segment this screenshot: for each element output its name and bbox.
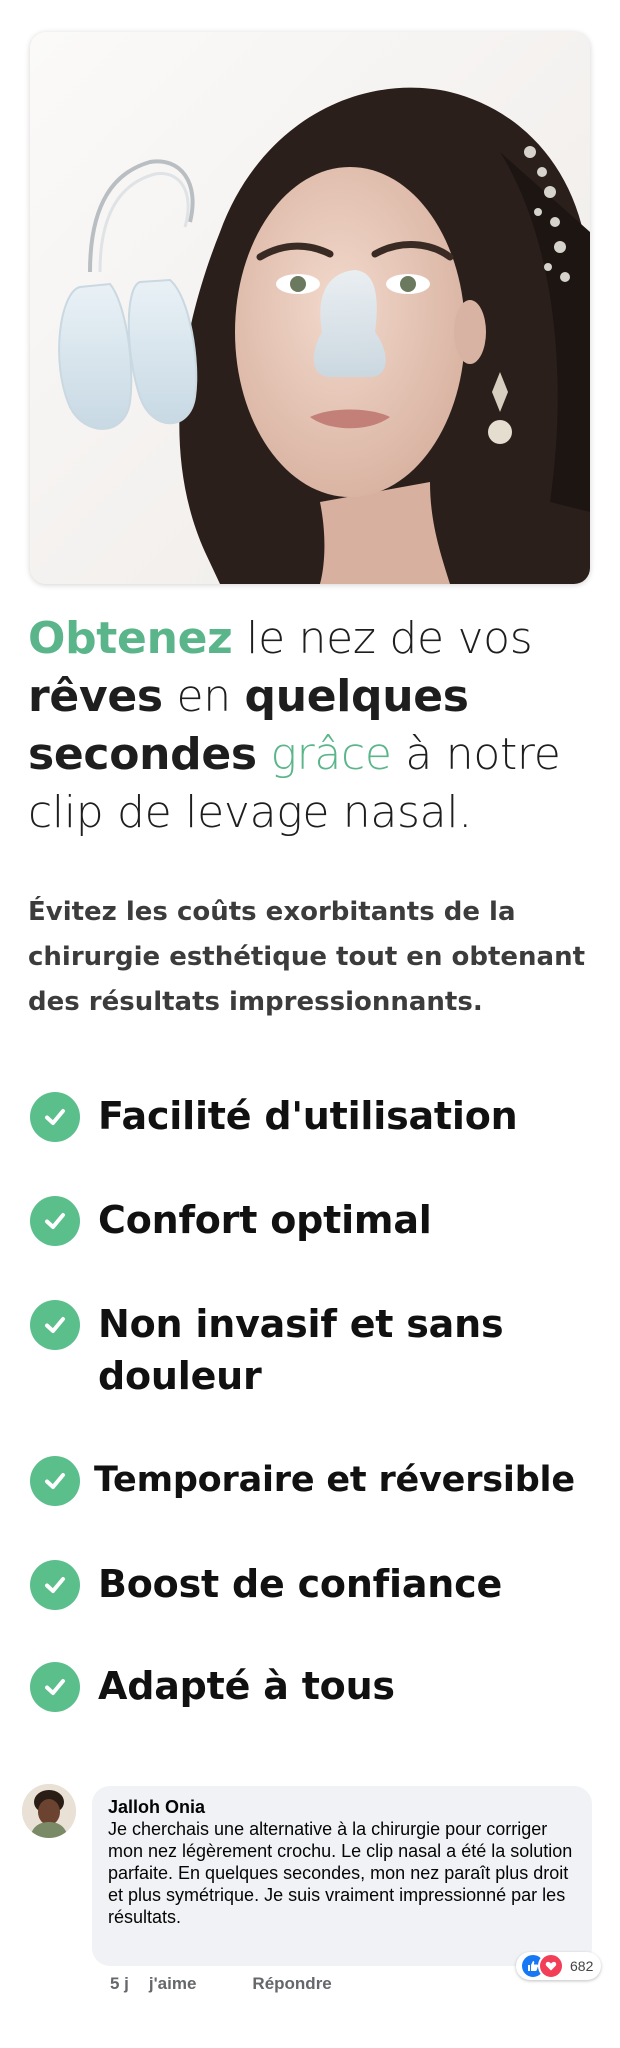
check-circle-icon xyxy=(30,1300,80,1350)
check-circle-icon xyxy=(30,1196,80,1246)
feature-item xyxy=(30,1194,432,1246)
headline-word-reves: rêves xyxy=(28,671,163,722)
headline-text: à notre xyxy=(391,729,561,780)
subtitle: Évitez les coûts exorbitants de la chirurgie esthétique tout en obtenant des résultats impressionnants. xyxy=(28,897,586,1017)
feature-item xyxy=(30,1298,550,1402)
comment-text: Je cherchais une alternative à la chirurgie pour corriger mon nez légèrement crochu. Le clip nasal a été la solution parfaite. En quelques secondes, mon nez paraît plus droit et plus symétrique. Je suis vraiment impressionné par les résultats. xyxy=(108,1819,573,1927)
reply-link[interactable]: Répondre xyxy=(252,1974,332,1993)
headline-text: le nez de vos xyxy=(232,613,533,664)
feature-label: Non invasif et sans douleur xyxy=(98,1302,504,1398)
headline-text xyxy=(257,729,271,780)
reaction-count: 682 xyxy=(570,1958,594,1974)
feature-label: Adapté à tous xyxy=(98,1664,395,1708)
avatar-photo xyxy=(22,1784,76,1838)
check-circle-icon xyxy=(30,1092,80,1142)
feature-item xyxy=(30,1090,517,1142)
like-link[interactable]: j'aime xyxy=(148,1974,197,1993)
headline-word-grace: grâce xyxy=(270,729,392,780)
check-circle-icon xyxy=(30,1662,80,1712)
check-circle-icon xyxy=(30,1456,80,1506)
feature-item xyxy=(30,1660,395,1712)
comment-time[interactable]: 5 j xyxy=(110,1974,129,1993)
headline-word-secondes: secondes xyxy=(28,729,257,780)
hero-image xyxy=(30,32,590,584)
avatar[interactable] xyxy=(22,1784,76,1838)
feature-label: Confort optimal xyxy=(98,1198,432,1242)
headline-text: clip de levage nasal. xyxy=(28,787,472,838)
feature-item xyxy=(30,1558,502,1610)
hero-illustration xyxy=(30,32,590,584)
headline-word-obtenez: Obtenez xyxy=(28,613,233,664)
feature-label: Facilité d'utilisation xyxy=(98,1094,518,1138)
reaction-summary[interactable] xyxy=(516,1952,601,1980)
comment-author[interactable]: Jalloh Onia xyxy=(108,1797,206,1817)
love-icon xyxy=(538,1953,564,1979)
feature-label: Temporaire et réversible xyxy=(94,1460,575,1500)
feature-item xyxy=(30,1454,575,1506)
headline-text: en xyxy=(162,671,245,722)
headline-word-quelques: quelques xyxy=(244,671,469,722)
headline xyxy=(28,610,608,842)
comment-bubble xyxy=(92,1786,592,1966)
check-circle-icon xyxy=(30,1560,80,1610)
comment-actions xyxy=(110,1974,332,1994)
feature-label: Boost de confiance xyxy=(98,1562,503,1606)
